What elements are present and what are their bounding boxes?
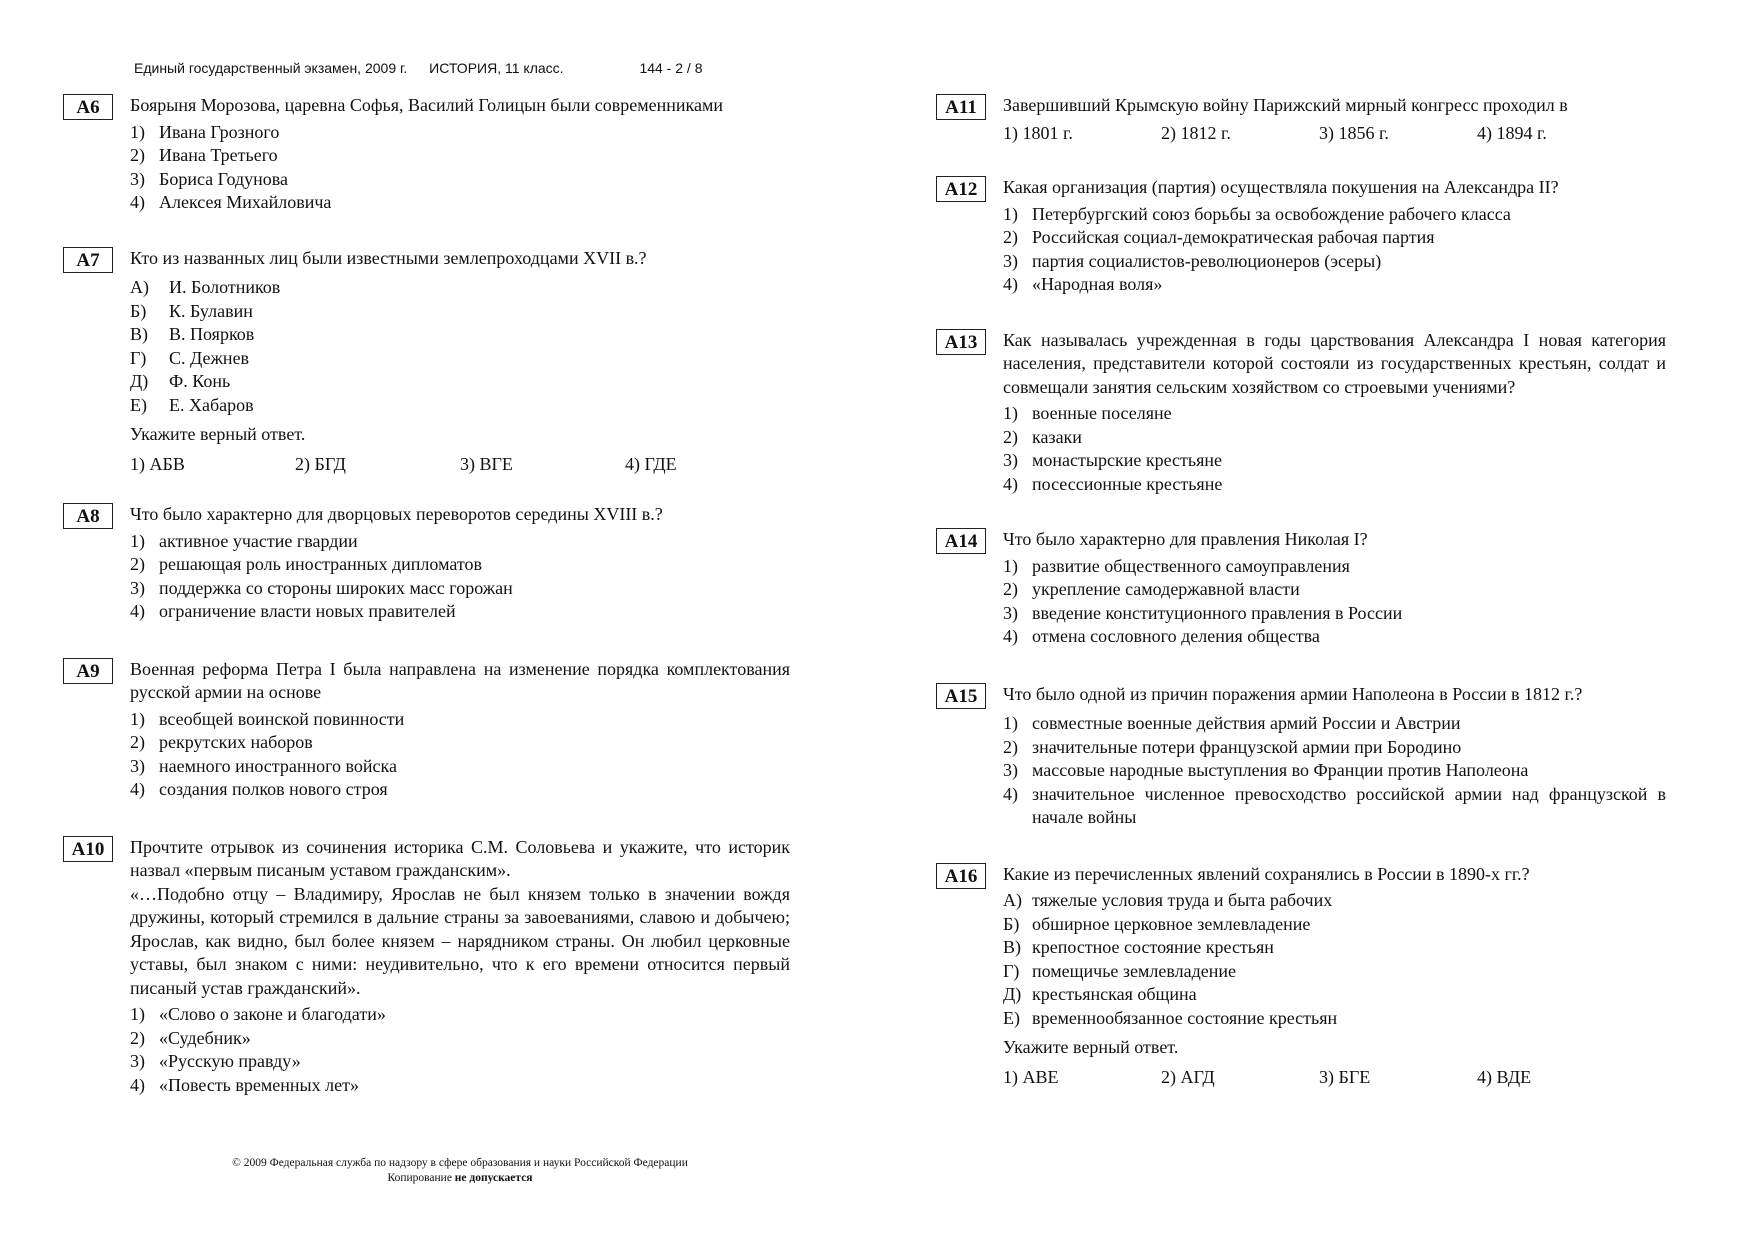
answer-choice: 2) АГД: [1161, 1066, 1215, 1087]
option: 4) ограничение власти новых правителей: [130, 601, 456, 621]
option: 3) «Русскую правду»: [130, 1051, 301, 1071]
option: 1) военные поселяне: [1003, 403, 1172, 423]
option: Б) обширное церковное землевладение: [1003, 913, 1311, 934]
question-number: А14: [936, 528, 986, 554]
option: 4) создания полков нового строя: [130, 779, 388, 799]
question-text: Какие из перечисленных явлений сохранялись в России в 1890-х гг.?: [1003, 863, 1530, 884]
option: 3) монастырские крестьяне: [1003, 450, 1222, 470]
question-a11: [936, 94, 1666, 145]
answer-choice: 1) АБВ: [130, 453, 185, 474]
exam-title: Единый государственный экзамен, 2009 г.: [134, 60, 408, 76]
option: А) тяжелые условия труда и быта рабочих: [1003, 890, 1333, 910]
left-column: [63, 94, 790, 1097]
answer-choice: 3) БГЕ: [1319, 1066, 1371, 1087]
option: 4) «Повесть временных лет»: [130, 1074, 359, 1095]
answer-choice: 4) ВДЕ: [1477, 1066, 1532, 1087]
copyright-line: © 2009 Федеральная служба по надзору в сфере образования и науки Российской Федерации: [232, 1157, 688, 1169]
question-text: Какая организация (партия) осуществляла покушения на Александра II?: [1003, 177, 1559, 197]
option: В) В. Поярков: [130, 324, 255, 344]
answer-choice: 2) 1812 г.: [1161, 122, 1231, 143]
answer-choice: 1) 1801 г.: [1003, 122, 1073, 143]
option: 3) Бориса Годунова: [130, 168, 289, 189]
option: 1) Ивана Грозного: [130, 121, 280, 142]
question-a7: [63, 247, 790, 477]
option: 1) совместные военные действия армий России и Австрии: [1003, 713, 1461, 733]
option: 3) партия социалистов-революционеров (эсеры): [1003, 250, 1382, 271]
option: Г) помещичье землевладение: [1003, 960, 1237, 981]
option: 4) отмена сословного деления общества: [1003, 626, 1320, 646]
answer-choices: [1003, 1066, 1666, 1090]
question-number: А12: [936, 176, 986, 202]
option: 2) Российская социал-демократическая рабочая партия: [1003, 227, 1435, 247]
subject-title: ИСТОРИЯ, 11 класс.: [429, 60, 564, 76]
right-column: [936, 94, 1666, 1089]
answer-prompt: Укажите верный ответ.: [130, 424, 306, 444]
option: 1) развитие общественного самоуправления: [1003, 555, 1350, 576]
question-a14: [936, 528, 1666, 649]
question-text: Боярыня Морозова, царевна Софья, Василий Голицын были современниками: [130, 95, 724, 115]
option: Е) Е. Хабаров: [130, 394, 254, 415]
option: 1) «Слово о законе и благодати»: [130, 1004, 386, 1024]
option: 3) массовые народные выступления во Франции против Наполеона: [1003, 760, 1529, 780]
option: 2) казаки: [1003, 426, 1082, 447]
option: 4) значительное численное превосходство российской армии над французской в начале войны: [1003, 783, 1666, 827]
copy-notice: Копирование не допускается: [387, 1172, 533, 1184]
page-header: [134, 60, 702, 76]
question-text: Как называлась учрежденная в годы царствования Александра I новая категория населения, представители которой состояли из государственных крестьян, солдат и совмещали занятия сельским хозяйством со строевыми учениями?: [1003, 329, 1666, 397]
question-text: Что было характерно для правления Николая I?: [1003, 529, 1368, 549]
option: 1) всеобщей воинской повинности: [130, 708, 405, 729]
option: 4) Алексея Михайловича: [130, 192, 332, 212]
option: 2) «Судебник»: [130, 1027, 251, 1048]
question-a10: [63, 836, 790, 1098]
question-number: А9: [63, 658, 113, 684]
question-number: А16: [936, 863, 986, 889]
option: В) крепостное состояние крестьян: [1003, 937, 1274, 957]
question-text: Что было одной из причин поражения армии Наполеона в России в 1812 г.?: [1003, 683, 1583, 704]
option: Д) крестьянская община: [1003, 984, 1197, 1004]
option: 1) Петербургский союз борьбы за освобождение рабочего класса: [1003, 203, 1511, 224]
answer-choice: 4) ГДЕ: [625, 453, 677, 474]
question-a16: [936, 863, 1666, 1090]
question-text: Что было характерно для дворцовых переворотов середины XVIII в.?: [130, 504, 663, 524]
question-number: А10: [63, 836, 113, 862]
option: Б) К. Булавин: [130, 300, 253, 321]
answer-choice: 2) БГД: [295, 453, 346, 474]
option: 2) рекрутских наборов: [130, 732, 313, 752]
question-text: Военная реформа Петра I была направлена на изменение порядка комплектования русской армии на основе: [130, 658, 790, 702]
option: Д) Ф. Конь: [130, 371, 231, 391]
question-number: А13: [936, 329, 986, 355]
answer-choice: 1) АВЕ: [1003, 1066, 1059, 1087]
answer-prompt: Укажите верный ответ.: [1003, 1037, 1179, 1057]
option: 1) активное участие гвардии: [130, 530, 358, 551]
option: Е) временнообязанное состояние крестьян: [1003, 1007, 1338, 1028]
question-text: Прочтите отрывок из сочинения историка С.М. Соловьева и укажите, что историк назвал «первым писаным уставом гражданским».: [130, 836, 790, 880]
question-a6: [63, 94, 790, 215]
option: Г) С. Дежнев: [130, 347, 250, 368]
page-number: 144 - 2 / 8: [639, 60, 703, 76]
option: 3) поддержка со стороны широких масс горожан: [130, 577, 513, 598]
question-text: Кто из названных лиц были известными землепроходцами XVII в.?: [130, 247, 647, 268]
option: А) И. Болотников: [130, 277, 281, 297]
question-text: Завершивший Крымскую войну Парижский мирный конгресс проходил в: [1003, 95, 1568, 115]
answer-choices: [1003, 122, 1666, 146]
question-a9: [63, 658, 790, 802]
question-a12: [936, 176, 1666, 297]
answer-choice: 3) 1856 г.: [1319, 122, 1389, 143]
option: 3) введение конституционного правления в России: [1003, 602, 1403, 623]
answer-choices: [130, 453, 790, 477]
option: 4) посессионные крестьяне: [1003, 473, 1223, 494]
option: 2) значительные потери французской армии при Бородино: [1003, 736, 1462, 757]
question-number: А8: [63, 503, 113, 529]
page-footer: [180, 1156, 740, 1186]
answer-choice: 3) ВГЕ: [460, 453, 513, 474]
question-number: А6: [63, 94, 113, 120]
question-a8: [63, 503, 790, 624]
question-number: А15: [936, 683, 986, 709]
answer-choice: 4) 1894 г.: [1477, 122, 1547, 143]
option: 2) решающая роль иностранных дипломатов: [130, 554, 482, 574]
option: 2) Ивана Третьего: [130, 145, 278, 165]
option: 2) укрепление самодержавной власти: [1003, 579, 1300, 599]
option: 4) «Народная воля»: [1003, 274, 1163, 294]
question-number: А11: [936, 94, 986, 120]
question-a15: [936, 683, 1666, 830]
question-a13: [936, 329, 1666, 497]
option: 3) наемного иностранного войска: [130, 755, 398, 776]
question-number: А7: [63, 247, 113, 273]
source-quote: «…Подобно отцу – Владимиру, Ярослав не был князем только в значении вождя дружины, который стремился в дальние страны за завоеваниями, славою и добычею; Ярослав, как видно, был более князем – нарядником страны. Он любил церковные уставы, был знаком с ними: неудивительно, что к его времени относится первый писаный устав гражданский».: [130, 883, 790, 998]
